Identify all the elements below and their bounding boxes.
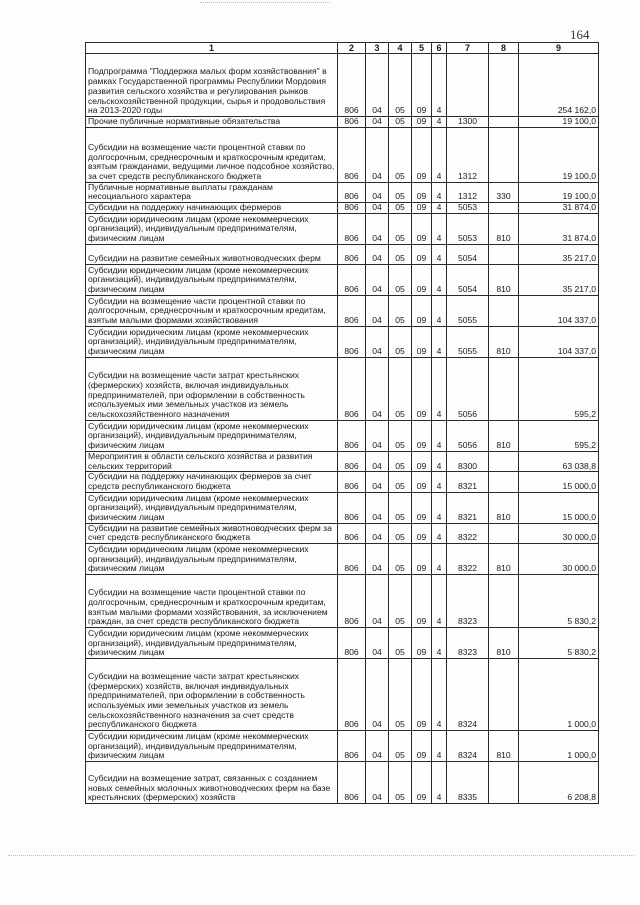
admin-code: 806 [338, 628, 366, 659]
subprogram-code: 4 [432, 523, 447, 543]
expense-code: 5053 [447, 213, 489, 244]
subprogram-code: 4 [432, 575, 447, 628]
row-description: Публичные нормативные выплаты гражданам несоциального характера [86, 182, 338, 202]
amount: 15 000,0 [519, 472, 599, 492]
expense-code: 8300 [447, 451, 489, 471]
amount: 35 217,0 [519, 244, 599, 264]
admin-code: 806 [338, 117, 366, 128]
row-description: Субсидии юридическим лицам (кроме некоммерческих организаций), индивидуальным предпринимателям, физическим лицам [86, 492, 338, 523]
admin-code: 806 [338, 659, 366, 731]
col-header-1: 1 [86, 43, 338, 54]
budget-table [85, 42, 599, 804]
subsection-code: 05 [389, 182, 412, 202]
table-row [86, 127, 599, 182]
program-code: 09 [412, 54, 432, 117]
admin-code: 806 [338, 326, 366, 357]
subsection-code: 05 [389, 731, 412, 762]
section-code: 04 [366, 731, 389, 762]
row-description: Подпрограмма "Поддержка малых форм хозяйствования" в рамках Государственной программы Республики Мордовия развития сельского хозяйства и регулирования рынков сельскохозяйственной продукции, сырья и продовольствия на 2013-2020 годы [86, 54, 338, 117]
subprogram-code: 4 [432, 213, 447, 244]
expense-code [447, 54, 489, 117]
expense-code: 8324 [447, 659, 489, 731]
expense-code: 8335 [447, 762, 489, 804]
section-code: 04 [366, 523, 389, 543]
table-row [86, 203, 599, 214]
table-row [86, 420, 599, 451]
subsection-code: 05 [389, 451, 412, 471]
row-description: Субсидии на возмещение затрат, связанных с созданием новых семейных молочных животноводческих ферм на базе крестьянских (фермерских) хозяйств [86, 762, 338, 804]
expense-type-code [489, 117, 519, 128]
row-description: Прочие публичные нормативные обязательства [86, 117, 338, 128]
expense-type-code [489, 295, 519, 326]
page-number: 164 [570, 27, 590, 42]
program-code: 09 [412, 628, 432, 659]
expense-code: 5053 [447, 203, 489, 214]
amount: 1 000,0 [519, 731, 599, 762]
amount: 104 337,0 [519, 295, 599, 326]
section-code: 04 [366, 295, 389, 326]
amount: 19 100,0 [519, 127, 599, 182]
admin-code: 806 [338, 762, 366, 804]
program-code: 09 [412, 203, 432, 214]
amount: 31 874,0 [519, 203, 599, 214]
section-code: 04 [366, 659, 389, 731]
col-header-6: 6 [432, 43, 447, 54]
section-code: 04 [366, 182, 389, 202]
subsection-code: 05 [389, 244, 412, 264]
subsection-code: 05 [389, 628, 412, 659]
expense-code: 8322 [447, 523, 489, 543]
section-code: 04 [366, 127, 389, 182]
row-description: Субсидии юридическим лицам (кроме некоммерческих организаций), индивидуальным предпринимателям, физическим лицам [86, 628, 338, 659]
program-code: 09 [412, 295, 432, 326]
table-row [86, 628, 599, 659]
section-code: 04 [366, 420, 389, 451]
table-row [86, 244, 599, 264]
section-code: 04 [366, 492, 389, 523]
subsection-code: 05 [389, 264, 412, 295]
expense-type-code [489, 523, 519, 543]
row-description: Субсидии на возмещение части процентной ставки по долгосрочным, среднесрочным и краткосрочным кредитам, взятым малыми формами хозяйствования, за исключением граждан, за счет средств республиканского бюджета [86, 575, 338, 628]
expense-type-code: 810 [489, 420, 519, 451]
section-code: 04 [366, 472, 389, 492]
table-row [86, 357, 599, 420]
subprogram-code: 4 [432, 54, 447, 117]
bottom-scan-mark [8, 855, 634, 857]
expense-type-code: 330 [489, 182, 519, 202]
section-code: 04 [366, 213, 389, 244]
expense-type-code [489, 659, 519, 731]
amount: 19 100,0 [519, 182, 599, 202]
admin-code: 806 [338, 544, 366, 575]
program-code: 09 [412, 762, 432, 804]
table-row [86, 492, 599, 523]
expense-type-code [489, 357, 519, 420]
amount: 104 337,0 [519, 326, 599, 357]
admin-code: 806 [338, 295, 366, 326]
expense-type-code [489, 54, 519, 117]
table-row [86, 762, 599, 804]
expense-code: 1312 [447, 182, 489, 202]
expense-code: 8321 [447, 472, 489, 492]
expense-code: 8321 [447, 492, 489, 523]
amount: 15 000,0 [519, 492, 599, 523]
section-code: 04 [366, 575, 389, 628]
admin-code: 806 [338, 244, 366, 264]
table-row [86, 117, 599, 128]
expense-type-code: 810 [489, 544, 519, 575]
subsection-code: 05 [389, 326, 412, 357]
amount: 30 000,0 [519, 544, 599, 575]
subprogram-code: 4 [432, 628, 447, 659]
program-code: 09 [412, 326, 432, 357]
row-description: Субсидии на развитие семейных животноводческих ферм за счет средств республиканского бюджета [86, 523, 338, 543]
amount: 30 000,0 [519, 523, 599, 543]
program-code: 09 [412, 182, 432, 202]
row-description: Субсидии на возмещение части процентной ставки по долгосрочным, среднесрочным и краткосрочным кредитам, взятым малыми формами хозяйствования [86, 295, 338, 326]
expense-code: 8322 [447, 544, 489, 575]
subprogram-code: 4 [432, 117, 447, 128]
table-row [86, 264, 599, 295]
table-row [86, 451, 599, 471]
subprogram-code: 4 [432, 182, 447, 202]
row-description: Субсидии на развитие семейных животноводческих ферм [86, 244, 338, 264]
admin-code: 806 [338, 54, 366, 117]
expense-code: 1312 [447, 127, 489, 182]
col-header-8: 8 [489, 43, 519, 54]
admin-code: 806 [338, 731, 366, 762]
subprogram-code: 4 [432, 544, 447, 575]
expense-type-code: 810 [489, 628, 519, 659]
expense-code: 5054 [447, 264, 489, 295]
subprogram-code: 4 [432, 357, 447, 420]
expense-type-code: 810 [489, 264, 519, 295]
table-row [86, 295, 599, 326]
program-code: 09 [412, 244, 432, 264]
subsection-code: 05 [389, 544, 412, 575]
admin-code: 806 [338, 420, 366, 451]
expense-code: 5055 [447, 295, 489, 326]
col-header-3: 3 [366, 43, 389, 54]
table-row [86, 659, 599, 731]
expense-type-code [489, 472, 519, 492]
admin-code: 806 [338, 472, 366, 492]
section-code: 04 [366, 244, 389, 264]
expense-code: 5055 [447, 326, 489, 357]
row-description: Субсидии юридическим лицам (кроме некоммерческих организаций), индивидуальным предпринимателям, физическим лицам [86, 264, 338, 295]
row-description: Субсидии юридическим лицам (кроме некоммерческих организаций), индивидуальным предпринимателям, физическим лицам [86, 213, 338, 244]
row-description: Субсидии на возмещение части затрат крестьянских (фермерских) хозяйств, включая индивидуальных предпринимателей, при оформлении в собственность используемых ими земельных участков из земель сельскохозяйственного назначения за счет средств республиканского бюджета [86, 659, 338, 731]
admin-code: 806 [338, 357, 366, 420]
section-code: 04 [366, 628, 389, 659]
subsection-code: 05 [389, 357, 412, 420]
amount: 6 208,8 [519, 762, 599, 804]
expense-code: 8324 [447, 731, 489, 762]
program-code: 09 [412, 420, 432, 451]
table-row [86, 326, 599, 357]
expense-type-code: 810 [489, 731, 519, 762]
admin-code: 806 [338, 492, 366, 523]
expense-type-code [489, 244, 519, 264]
col-header-9: 9 [519, 43, 599, 54]
program-code: 09 [412, 492, 432, 523]
amount: 5 830,2 [519, 628, 599, 659]
amount: 595,2 [519, 420, 599, 451]
col-header-5: 5 [412, 43, 432, 54]
amount: 1 000,0 [519, 659, 599, 731]
program-code: 09 [412, 544, 432, 575]
subsection-code: 05 [389, 523, 412, 543]
program-code: 09 [412, 213, 432, 244]
subprogram-code: 4 [432, 762, 447, 804]
subprogram-code: 4 [432, 731, 447, 762]
subprogram-code: 4 [432, 295, 447, 326]
admin-code: 806 [338, 203, 366, 214]
admin-code: 806 [338, 127, 366, 182]
row-description: Субсидии на поддержку начинающих фермеров [86, 203, 338, 214]
program-code: 09 [412, 117, 432, 128]
section-code: 04 [366, 762, 389, 804]
program-code: 09 [412, 264, 432, 295]
subsection-code: 05 [389, 659, 412, 731]
amount: 254 162,0 [519, 54, 599, 117]
admin-code: 806 [338, 213, 366, 244]
expense-type-code [489, 762, 519, 804]
subsection-code: 05 [389, 420, 412, 451]
program-code: 09 [412, 357, 432, 420]
table-row [86, 182, 599, 202]
subsection-code: 05 [389, 575, 412, 628]
section-code: 04 [366, 451, 389, 471]
subsection-code: 05 [389, 54, 412, 117]
program-code: 09 [412, 659, 432, 731]
top-scan-mark [200, 2, 330, 4]
col-header-7: 7 [447, 43, 489, 54]
expense-code: 5056 [447, 357, 489, 420]
subsection-code: 05 [389, 117, 412, 128]
row-description: Субсидии на возмещение части процентной ставки по долгосрочным, среднесрочным и краткосрочным кредитам, взятым гражданами, ведущими личное подсобное хозяйство, за счет средств республиканского бюджета [86, 127, 338, 182]
admin-code: 806 [338, 523, 366, 543]
section-code: 04 [366, 117, 389, 128]
admin-code: 806 [338, 182, 366, 202]
expense-type-code [489, 575, 519, 628]
section-code: 04 [366, 357, 389, 420]
header-row [86, 43, 599, 54]
row-description: Мероприятия в области сельского хозяйства и развития сельских территорий [86, 451, 338, 471]
amount: 35 217,0 [519, 264, 599, 295]
amount: 5 830,2 [519, 575, 599, 628]
section-code: 04 [366, 326, 389, 357]
row-description: Субсидии юридическим лицам (кроме некоммерческих организаций), индивидуальным предпринимателям, физическим лицам [86, 544, 338, 575]
expense-code: 1300 [447, 117, 489, 128]
admin-code: 806 [338, 264, 366, 295]
expense-code: 5054 [447, 244, 489, 264]
table-row [86, 523, 599, 543]
expense-type-code: 810 [489, 213, 519, 244]
program-code: 09 [412, 523, 432, 543]
amount: 595,2 [519, 357, 599, 420]
subprogram-code: 4 [432, 127, 447, 182]
row-description: Субсидии на поддержку начинающих фермеров за счет средств республиканского бюджета [86, 472, 338, 492]
amount: 19 100,0 [519, 117, 599, 128]
subprogram-code: 4 [432, 659, 447, 731]
subprogram-code: 4 [432, 264, 447, 295]
table-row [86, 544, 599, 575]
subprogram-code: 4 [432, 420, 447, 451]
table-row [86, 213, 599, 244]
subsection-code: 05 [389, 203, 412, 214]
expense-code: 8323 [447, 628, 489, 659]
subsection-code: 05 [389, 762, 412, 804]
program-code: 09 [412, 451, 432, 471]
subsection-code: 05 [389, 295, 412, 326]
subprogram-code: 4 [432, 244, 447, 264]
row-description: Субсидии юридическим лицам (кроме некоммерческих организаций), индивидуальным предпринимателям, физическим лицам [86, 420, 338, 451]
expense-type-code [489, 127, 519, 182]
amount: 31 874,0 [519, 213, 599, 244]
subprogram-code: 4 [432, 492, 447, 523]
subsection-code: 05 [389, 127, 412, 182]
section-code: 04 [366, 203, 389, 214]
section-code: 04 [366, 54, 389, 117]
row-description: Субсидии на возмещение части затрат крестьянских (фермерских) хозяйств, включая индивидуальных предпринимателей, при оформлении в собственность используемых ими земельных участков из земель сельскохозяйственного назначения [86, 357, 338, 420]
subsection-code: 05 [389, 492, 412, 523]
row-description: Субсидии юридическим лицам (кроме некоммерческих организаций), индивидуальным предпринимателям, физическим лицам [86, 731, 338, 762]
program-code: 09 [412, 731, 432, 762]
expense-type-code [489, 203, 519, 214]
expense-type-code: 810 [489, 492, 519, 523]
admin-code: 806 [338, 451, 366, 471]
subprogram-code: 4 [432, 451, 447, 471]
program-code: 09 [412, 472, 432, 492]
expense-type-code: 810 [489, 326, 519, 357]
expense-code: 5056 [447, 420, 489, 451]
expense-code: 8323 [447, 575, 489, 628]
col-header-4: 4 [389, 43, 412, 54]
subsection-code: 05 [389, 213, 412, 244]
row-description: Субсидии юридическим лицам (кроме некоммерческих организаций), индивидуальным предпринимателям, физическим лицам [86, 326, 338, 357]
admin-code: 806 [338, 575, 366, 628]
table-row [86, 472, 599, 492]
program-code: 09 [412, 575, 432, 628]
subsection-code: 05 [389, 472, 412, 492]
col-header-2: 2 [338, 43, 366, 54]
subprogram-code: 4 [432, 203, 447, 214]
subprogram-code: 4 [432, 472, 447, 492]
amount: 63 038,8 [519, 451, 599, 471]
expense-type-code [489, 451, 519, 471]
section-code: 04 [366, 544, 389, 575]
subprogram-code: 4 [432, 326, 447, 357]
section-code: 04 [366, 264, 389, 295]
table-row [86, 731, 599, 762]
table-row [86, 54, 599, 117]
program-code: 09 [412, 127, 432, 182]
table-row [86, 575, 599, 628]
